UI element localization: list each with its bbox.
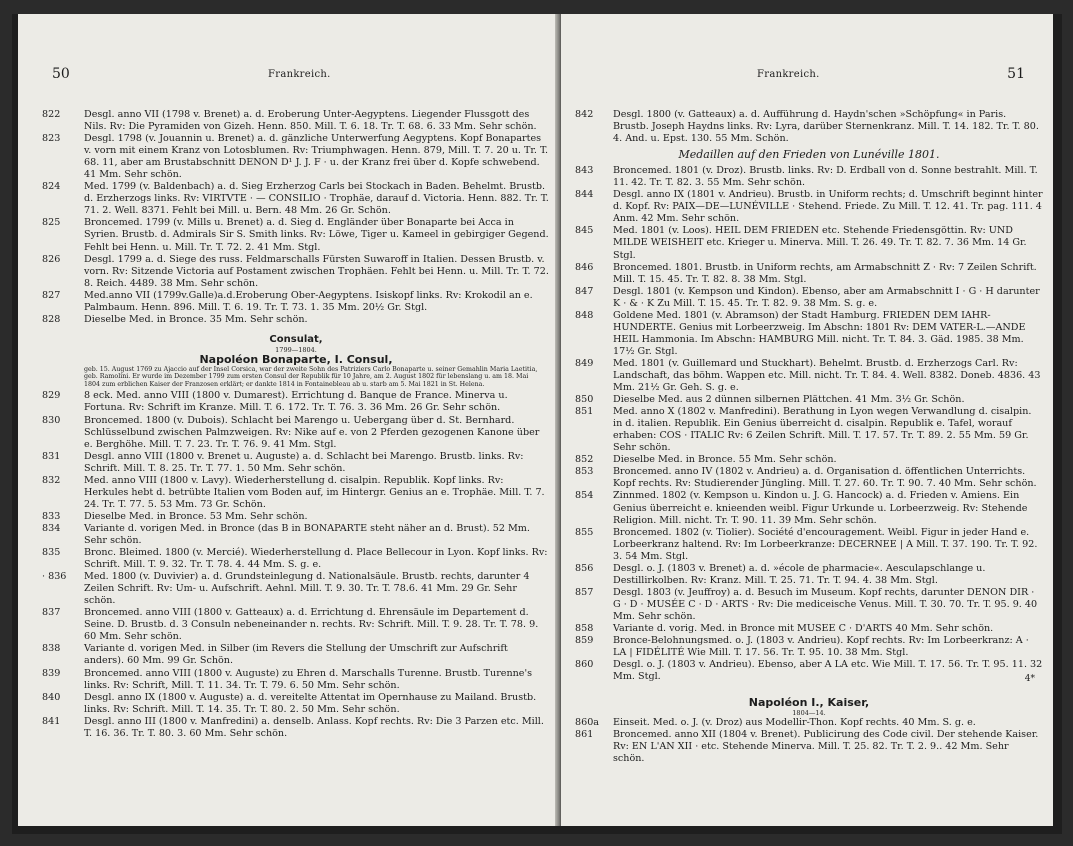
- entry-text: Broncemed. 1799 (v. Mills u. Brenet) a. d. Sieg d. Engländer über Bonaparte bei Acca in Syrien. Brustb. d. Admirals Sir S. Smith links. Rv: Löwe, Tiger u. Kameel in gebirgiger Gegend. Fehlt bei Henn. u. Mill. Tr. T. 72. 2. 41 Mm. Stgl.: [84, 217, 549, 253]
- catalog-entry: [42, 716, 550, 740]
- catalog-entry: [42, 314, 550, 326]
- entry-number: 859: [575, 635, 594, 647]
- catalog-entry: [42, 133, 550, 181]
- running-head: Frankreich.: [268, 69, 331, 80]
- catalog-entry: [575, 109, 1043, 145]
- catalog-entry: [575, 358, 1043, 394]
- section-title: Medaillen auf den Frieden von Lunéville 1801.: [678, 148, 940, 162]
- entry-number: 846: [575, 261, 594, 273]
- entry-number: 833: [42, 510, 61, 522]
- entry-number: 852: [575, 454, 594, 466]
- entry-text: Goldene Med. 1801 (v. Abramson) der Stadt Hamburg. FRIEDEN DEM IAHR-HUNDERTE. Genius mit Lorbeerzweig. Im Abschn: 1801 Rv: DEM VATER-L.—ANDE HEIL Hammonia. Im Abschn: HAMBURG Mill. nicht. Tr. T. 84. 3. Gäd. 1985. 38 Mm. 17½ Gr. Stgl.: [613, 309, 1026, 357]
- entry-number: 839: [42, 667, 61, 679]
- entry-text: Bronce-Belohnungsmed. o. J. (1803 v. Andrieu). Kopf rechts. Rv: Im Lorbeerkranz: A · LA | FIDÉLITÉ Wie Mill. T. 17. 56. Tr. T. 95. 10. 38 Mm. Stgl.: [613, 635, 1029, 659]
- entry-number: 848: [575, 309, 594, 321]
- catalog-entry: [575, 490, 1043, 526]
- entry-text: Desgl. 1803 (v. Jeuffroy) a. d. Besuch im Museum. Kopf rechts, darunter DENON DIR · G · D · MUSÉE C · D · ARTS · Rv: Die mediceische Venus. Mill. T. 30. 70. Tr. T. 95. 9. 40 Mm. Sehr schön.: [613, 586, 1038, 622]
- entry-text: Dieselbe Med. in Bronce. 55 Mm. Sehr schön.: [613, 454, 837, 466]
- catalog-entry: [575, 635, 1043, 659]
- entry-number: 847: [575, 285, 594, 297]
- catalog-entry: [42, 451, 550, 475]
- catalog-entry: [42, 643, 550, 667]
- entry-number: 840: [42, 691, 61, 703]
- entry-text: Desgl. anno IX (1801 v. Andrieu). Brustb. in Uniform rechts; d. Umschrift beginnt hinter d. Kopf. Rv: PAIX—DE—LUNÉVILLE · Stehend. Friede. Zu Mill. T. 12. 41. Tr. pag. 111. 4 Anm. 42 Mm. Sehr schön.: [613, 189, 1043, 225]
- catalog-entry: [42, 217, 550, 253]
- entry-number: 823: [42, 133, 61, 145]
- entry-number: 825: [42, 217, 61, 229]
- napoleon-consul-heading: Napoléon Bonaparte, I. Consul,: [199, 352, 393, 366]
- entry-text: Med. 1801 (v. Guillemard und Stuckhart). Behelmt. Brustb. d. Erzherzogs Carl. Rv: Landschaft, das böhm. Wappen etc. Mill. nicht. Tr. T. 84. 4. Well. 8382. Doneb. 4836. 43 Mm. 21½ Gr. Geh. S. g. e.: [613, 357, 1041, 394]
- catalog-entry: [575, 454, 1043, 466]
- entry-number: 831: [42, 450, 61, 462]
- catalog-entry: [42, 254, 550, 290]
- entry-text: Med. anno X (1802 v. Manfredini). Berathung in Lyon wegen Verwandlung d. cisalpin. in d. italien. Republik. Ein Genius überreicht d. cisalpin. Republik e. Tafel, worauf erhaben: COS · ITALIC Rv: 6 Zeilen Schrift. Mill. T. 17. 57. Tr. T. 89. 2. 55 Mm. 59 Gr. Sehr schön.: [613, 406, 1032, 454]
- entry-number: 860a: [575, 717, 600, 729]
- entry-number: 850: [575, 394, 594, 406]
- entry-number: 861: [575, 729, 594, 741]
- entry-number: 845: [575, 225, 594, 237]
- entry-text: Med. 1801 (v. Loos). HEIL DEM FRIEDEN etc. Stehende Friedensgöttin. Rv: UND MILDE WEISHEIT etc. Krieger u. Minerva. Mill. T. 26. 49. Tr. T. 82. 7. 36 Mm. 14 Gr. Stgl.: [613, 225, 1027, 261]
- page-number: 51: [1007, 66, 1025, 82]
- entry-text: Broncemed. anno VIII (1800 v. Auguste) zu Ehren d. Marschalls Turenne. Brustb. Turenne's links. Rv: Schrift, Mill. T. 11. 34. Tr. T. 79. 6. 50 Mm. Sehr schön.: [84, 667, 533, 691]
- catalog-entry: [575, 394, 1043, 406]
- entry-number: 829: [42, 390, 61, 402]
- running-head: Frankreich.: [757, 69, 820, 80]
- catalog-entry: [575, 729, 1043, 765]
- entry-text: Variante d. vorigen Med. in Silber (im Revers die Stellung der Umschrift zur Aufschrift anders). 60 Mm. 99 Gr. Schön.: [84, 643, 508, 667]
- kaiser-dates: 1804—14.: [792, 709, 826, 718]
- entry-text: Dieselbe Med. aus 2 dünnen silbernen Plättchen. 41 Mm. 3½ Gr. Schön.: [613, 394, 965, 406]
- catalog-entry: [575, 659, 1043, 683]
- consulat-dates: 1799—1804.: [275, 345, 317, 354]
- catalog-entry: [42, 511, 550, 523]
- entry-number: 849: [575, 357, 594, 369]
- entry-text: Desgl. o. J. (1803 v. Brenet) a. d. »école de pharmacie«. Aesculapschlange u. Destillirkolben. Rv: Kranz. Mill. T. 25. 71. Tr. T. 94. 4. 38 Mm. Stgl.: [613, 562, 986, 586]
- left-page: [18, 14, 559, 826]
- entry-number: 860: [575, 659, 594, 671]
- entry-number: 837: [42, 607, 61, 619]
- catalog-entry: [42, 547, 550, 571]
- entry-number: 835: [42, 547, 61, 559]
- entry-text: Desgl. o. J. (1803 v. Andrieu). Ebenso, aber A LA etc. Wie Mill. T. 17. 56. Tr. T. 95. 11. 32 Mm. Stgl.: [613, 659, 1043, 683]
- entry-number: 857: [575, 586, 594, 598]
- entry-text: Broncemed. 1800 (v. Dubois). Schlacht bei Marengo u. Uebergang über d. St. Bernhard. Schlüsselbund zwischen Palmzweigen. Rv: Nike auf e. von 2 Pferden gezogenen Kanone über e. Berghöhe. Mill. T. 7. 23. Tr. T. 76. 9. 41 Mm. Stgl.: [84, 414, 540, 450]
- entry-text: Einseit. Med. o. J. (v. Droz) aus Modellir-Thon. Kopf rechts. 40 Mm. S. g. e.: [613, 717, 976, 729]
- entry-text: Desgl. 1799 a. d. Siege des russ. Feldmarschalls Fürsten Suwaroff in Italien. Dessen Brustb. v. vorn. Rv: Sitzende Victoria auf Postament zwischen Trophäen. Fehlt bei Henn. u. Mill. Tr. T. 72. 8. Reich. 4489. 38 Mm. Sehr schön.: [84, 253, 549, 289]
- catalog-entry: [42, 523, 550, 547]
- entry-text: Broncemed. 1802 (v. Tiolier). Société d'encouragement. Weibl. Figur in jeder Hand e. Lorbeerkranz haltend. Rv: Im Lorbeerkranze: DECERNEE | A Mill. T. 37. 190. Tr. T. 92. 3. 54 Mm. Stgl.: [613, 526, 1038, 562]
- catalog-entry: [42, 475, 550, 511]
- entry-text: Desgl. anno VIII (1800 v. Brenet u. Auguste) a. d. Schlacht bei Marengo. Brustb. links. Rv: Schrift. Mill. T. 8. 25. Tr. T. 77. 1. 50 Mm. Sehr schön.: [84, 450, 524, 474]
- entry-number: 854: [575, 490, 594, 502]
- entry-text: Broncemed. anno IV (1802 v. Andrieu) a. d. Organisation d. öffentlichen Unterrichts. Kopf rechts. Rv: Studierender Jüngling. Mill. T. 27. 60. Tr. T. 90. 7. 40 Mm. Sehr schön.: [613, 466, 1037, 490]
- entry-number: · 836: [42, 571, 67, 583]
- entry-number: 824: [42, 181, 61, 193]
- entry-text: Desgl. 1798 (v. Jouannin u. Brenet) a. d. gänzliche Unterwerfung Aegyptens. Kopf Bonapartes v. vorn mit einem Kranz von Lotosblumen. Rv: Triumphwagen. Henn. 879, Mill. T. 7. 20 u. Tr. T. 68. 11, aber am Brustabschnitt DENON D¹ J. J. F · u. der Kranz frei über d. Kopfe schwebend. 41 Mm. Sehr schön.: [84, 133, 549, 181]
- catalog-entry: [42, 607, 550, 643]
- entry-text: Desgl. 1800 (v. Gatteaux) a. d. Aufführung d. Haydn'schen »Schöpfung« in Paris. Brustb. Joseph Haydns links. Rv: Lyra, darüber Sternenkranz. Mill. T. 14. 182. Tr. T. 80. 4. And. u. Epst. 130. 55 Mm. Schön.: [613, 109, 1039, 145]
- entry-text: Dieselbe Med. in Bronce. 35 Mm. Sehr schön.: [84, 313, 308, 325]
- catalog-entry: [42, 290, 550, 314]
- entry-number: 841: [42, 715, 61, 727]
- entry-text: Desgl. 1801 (v. Kempson und Kindon). Ebenso, aber am Armabschnitt I · G · H darunter K · & · K Zu Mill. T. 15. 45. Tr. T. 82. 9. 38 Mm. S. g. e.: [613, 285, 1040, 309]
- entry-text: Desgl. anno III (1800 v. Manfredini) a. denselb. Anlass. Kopf rechts. Rv: Die 3 Parzen etc. Mill. T. 16. 36. Tr. T. 80. 3. 60 Mm. Sehr schön.: [84, 715, 544, 739]
- entry-text: Desgl. anno IX (1800 v. Auguste) a. d. vereitelte Attentat im Opernhause zu Mailand. Brustb. links. Rv: Schrift. Mill. T. 14. 35. Tr. T. 80. 2. 50 Mm. Sehr schön.: [84, 691, 537, 715]
- catalog-entry: [42, 668, 550, 692]
- entry-text: Desgl. anno VII (1798 v. Brenet) a. d. Eroberung Unter-Aegyptens. Liegender Flussgott des Nils. Rv: Die Pyramiden von Gizeh. Henn. 850. Mill. T. 6. 18. Tr. T. 68. 6. 33 Mm. Sehr schön.: [84, 109, 537, 133]
- catalog-entry: [575, 189, 1043, 225]
- catalog-entry: [42, 692, 550, 716]
- catalog-entry: [575, 466, 1043, 490]
- catalog-entry: [42, 390, 550, 414]
- catalog-entry: [575, 165, 1043, 189]
- catalog-entry: [575, 623, 1043, 635]
- catalog-entry: [42, 109, 550, 133]
- entry-text: Broncemed. anno VIII (1800 v. Gatteaux) a. d. Errichtung d. Ehrensäule im Departement d. Seine. D. Brustb. d. 3 Consuln nebeneinander n. rechts. Rv: Schrift. Mill. T. 9. 28. Tr. T. 78. 9. 60 Mm. Sehr schön.: [84, 607, 539, 643]
- entry-number: 858: [575, 622, 594, 634]
- left-entries: [42, 109, 550, 740]
- catalog-entry: [575, 717, 1043, 729]
- entry-number: 851: [575, 406, 594, 418]
- entry-text: Variante d. vorig. Med. in Bronce mit MUSEE C · D'ARTS 40 Mm. Sehr schön.: [613, 622, 994, 634]
- catalog-entry: [575, 563, 1043, 587]
- entry-text: Med.anno VII (1799v.Galle)a.d.Eroberung Ober-Aegyptens. Isiskopf links. Rv: Krokodil an e. Palmbaum. Henn. 896. Mill. T. 6. 19. Tr. T. 73. 1. 35 Mm. 20½ Gr. Stgl.: [84, 289, 533, 313]
- biography-note: geb. 15. August 1769 zu Ajaccio auf der Insel Corsica, war der zweite Sohn des Patriziers Carlo Bonaparte u. seiner Gemahlin Maria Laetitia, geb. Ramolini. Er wurde im Dezember 1799 zum ersten Consul der Republik für 10 Jahre, am 2. August 1802 für lebenslang u. am 18. Mai 1804 zum erblichen Kaiser der Franzosen erklärt; er dankte 1814 in Fontainebleau ab u. starb am 5. Mai 1821 in St. Helena.: [84, 365, 538, 388]
- entry-text: 8 eck. Med. anno VIII (1800 v. Dumarest). Errichtung d. Banque de France. Minerva u. Fortuna. Rv: Schrift im Kranze. Mill. T. 6. 172. Tr. T. 76. 3. 36 Mm. 26 Gr. Sehr schön.: [84, 390, 508, 414]
- entry-number: 855: [575, 526, 594, 538]
- catalog-entry: [42, 415, 550, 451]
- entry-number: 826: [42, 253, 61, 265]
- entry-number: 834: [42, 522, 61, 534]
- catalog-entry: [42, 571, 550, 607]
- entry-number: 830: [42, 414, 61, 426]
- entry-text: Broncemed. 1801. Brustb. in Uniform rechts, am Armabschnitt Z · Rv: 7 Zeilen Schrift. Mill. T. 15. 45. Tr. T. 82. 8. 38 Mm. Stgl.: [613, 261, 1037, 285]
- entry-text: Dieselbe Med. in Bronce. 53 Mm. Sehr schön.: [84, 510, 308, 522]
- right-entries: [575, 109, 1043, 765]
- entry-text: Zinnmed. 1802 (v. Kempson u. Kindon u. J. G. Hancock) a. d. Frieden v. Amiens. Ein Genius überreicht e. knieenden weibl. Figur Urkunde u. Lorbeerzweig. Rv: Stehende Religion. Mill. nicht. Tr. T. 90. 11. 39 Mm. Sehr schön.: [613, 490, 1028, 526]
- entry-number: 828: [42, 313, 61, 325]
- entry-number: 838: [42, 643, 61, 655]
- entry-text: Broncemed. anno XII (1804 v. Brenet). Publicirung des Code civil. Der stehende Kaiser. Rv: EN L'AN XII · etc. Stehende Minerva. Mill. T. 25. 82. Tr. T. 2. 9.. 42 Mm. Sehr schön.: [613, 729, 1039, 765]
- consulat-heading: Consulat,: [269, 333, 323, 345]
- catalog-entry: [575, 527, 1043, 563]
- right-page: [561, 14, 1053, 826]
- catalog-entry: [575, 587, 1043, 623]
- catalog-entry: [42, 181, 550, 217]
- entry-text: Bronc. Bleimed. 1800 (v. Mercié). Wiederherstellung d. Place Bellecour in Lyon. Kopf links. Rv: Schrift. Mill. T. 9. 32. Tr. T. 78. 4. 44 Mm. S. g. e.: [84, 547, 548, 571]
- signature-mark: 4*: [1024, 674, 1035, 684]
- entry-text: Variante d. vorigen Med. in Bronce (das B in BONAPARTE steht näher an d. Brust). 52 Mm. Sehr schön.: [84, 522, 530, 546]
- entry-number: 844: [575, 189, 594, 201]
- entry-number: 853: [575, 466, 594, 478]
- entry-text: Med. 1799 (v. Baldenbach) a. d. Sieg Erzherzog Carls bei Stockach in Baden. Behelmt. Brustb. d. Erzherzogs links. Rv: VIRTVTE · — CONSILIO · Trophäe, darauf d. Victoria. Henn. 882. Tr. T. 71. 2. Well. 8371. Fehlt bei Mill. u. Bern. 48 Mm. 26 Gr. Schön.: [84, 181, 549, 217]
- entry-number: 843: [575, 165, 594, 177]
- catalog-entry: [575, 286, 1043, 310]
- catalog-entry: [575, 310, 1043, 358]
- book-spread: [12, 14, 1062, 834]
- catalog-entry: [575, 406, 1043, 454]
- catalog-entry: [575, 262, 1043, 286]
- entry-number: 822: [42, 109, 61, 120]
- page-number: 50: [52, 66, 70, 82]
- entry-text: Med. anno VIII (1800 v. Lavy). Wiederherstellung d. cisalpin. Republik. Kopf links. Rv: Herkules hebt d. betrübte Italien vom Boden auf, im Hintergr. Genius an e. Trophäe. Mill. T. 7. 24. Tr. T. 77. 5. 53 Mm. 73 Gr. Schön.: [84, 474, 545, 510]
- catalog-entry: [575, 225, 1043, 261]
- entry-text: Broncemed. 1801 (v. Droz). Brustb. links. Rv: D. Erdball von d. Sonne bestrahlt. Mill. T. 11. 42. Tr. T. 82. 3. 55 Mm. Sehr schön.: [613, 165, 1038, 189]
- napoleon-kaiser-heading: Napoléon I., Kaiser,: [748, 696, 870, 710]
- entry-number: 842: [575, 109, 594, 120]
- entry-text: Med. 1800 (v. Duvivier) a. d. Grundsteinlegung d. Nationalsäule. Brustb. rechts, darunter 4 Zeilen Schrift. Rv: Um- u. Aufschrift. Aehnl. Mill. T. 9. 30. Tr. T. 78.6. 41 Mm. 29 Gr. Sehr schön.: [84, 571, 530, 607]
- entry-number: 856: [575, 562, 594, 574]
- entry-number: 832: [42, 474, 61, 486]
- entry-number: 827: [42, 289, 61, 301]
